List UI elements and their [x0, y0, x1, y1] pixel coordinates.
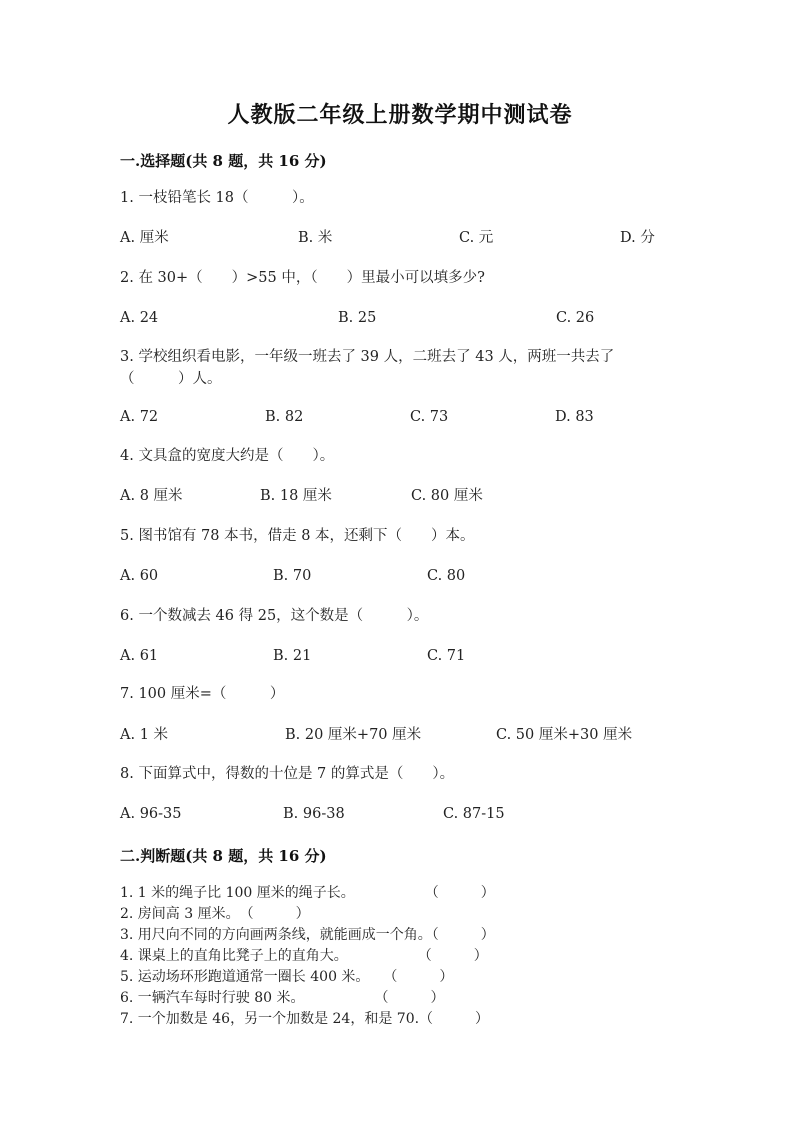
true-false-item-7: 7. 一个加数是 46，另一个加数是 24，和是 70.（ ） [120, 1011, 490, 1027]
question-4-option-b: B. 18 厘米 [260, 488, 332, 504]
question-5-option-c: C. 80 [427, 568, 466, 584]
question-7-option-a: A. 1 米 [120, 727, 169, 743]
true-false-item-4: 4. 课桌上的直角比凳子上的直角大。 （ ） [120, 948, 488, 964]
question-8-option-b: B. 96-38 [283, 806, 345, 822]
question-1-option-a: A. 厘米 [120, 230, 169, 246]
question-2-option-a: A. 24 [120, 310, 159, 326]
question-8-option-c: C. 87-15 [443, 806, 505, 822]
question-3-option-c: C. 73 [410, 409, 449, 425]
question-8-option-a: A. 96-35 [120, 806, 182, 822]
question-7: 7. 100 厘米=（ ） [120, 686, 285, 702]
true-false-item-3: 3. 用尺向不同的方向画两条线，就能画成一个角。（ ） [120, 927, 495, 943]
question-4-option-a: A. 8 厘米 [120, 488, 183, 504]
section-heading-choice: 一.选择题(共 8 题，共 16 分) [120, 152, 327, 170]
question-3-option-a: A. 72 [120, 409, 159, 425]
question-8: 8. 下面算式中，得数的十位是 7 的算式是（ ）。 [120, 766, 455, 782]
section-heading-true-false: 二.判断题(共 8 题，共 16 分) [120, 847, 327, 865]
true-false-item-5: 5. 运动场环形跑道通常一圈长 400 米。 （ ） [120, 969, 454, 985]
page-title: 人教版二年级上册数学期中测试卷 [227, 102, 573, 128]
question-5-option-a: A. 60 [120, 568, 159, 584]
question-1-option-d: D. 分 [620, 230, 655, 246]
question-6: 6. 一个数减去 46 得 25，这个数是（ ）。 [120, 608, 429, 624]
question-6-option-c: C. 71 [427, 648, 466, 664]
question-5-option-b: B. 70 [273, 568, 312, 584]
question-3-option-b: B. 82 [265, 409, 304, 425]
question-4-option-c: C. 80 厘米 [411, 488, 483, 504]
question-2: 2. 在 30+（ ）>55 中，（ ）里最小可以填多少? [120, 270, 485, 286]
question-2-option-c: C. 26 [556, 310, 595, 326]
question-5: 5. 图书馆有 78 本书，借走 8 本，还剩下（ ）本。 [120, 528, 475, 544]
true-false-item-6: 6. 一辆汽车每时行驶 80 米。 （ ） [120, 990, 445, 1006]
question-7-option-c: C. 50 厘米+30 厘米 [496, 727, 633, 743]
question-1: 1. 一枝铅笔长 18（ ）。 [120, 190, 314, 206]
question-1-option-b: B. 米 [298, 230, 333, 246]
question-6-option-a: A. 61 [120, 648, 159, 664]
question-4: 4. 文具盒的宽度大约是（ ）。 [120, 448, 335, 464]
true-false-item-1: 1. 1 米的绳子比 100 厘米的绳子长。 （ ） [120, 885, 495, 901]
question-1-option-c: C. 元 [459, 230, 494, 246]
question-3-line-2: （ ）人。 [120, 371, 222, 387]
question-6-option-b: B. 21 [273, 648, 312, 664]
question-3-line-1: 3. 学校组织看电影，一年级一班去了 39 人，二班去了 43 人，两班一共去了 [120, 349, 615, 365]
question-7-option-b: B. 20 厘米+70 厘米 [285, 727, 422, 743]
true-false-item-2: 2. 房间高 3 厘米。 （ ） [120, 906, 310, 922]
question-2-option-b: B. 25 [338, 310, 377, 326]
question-3-option-d: D. 83 [555, 409, 594, 425]
